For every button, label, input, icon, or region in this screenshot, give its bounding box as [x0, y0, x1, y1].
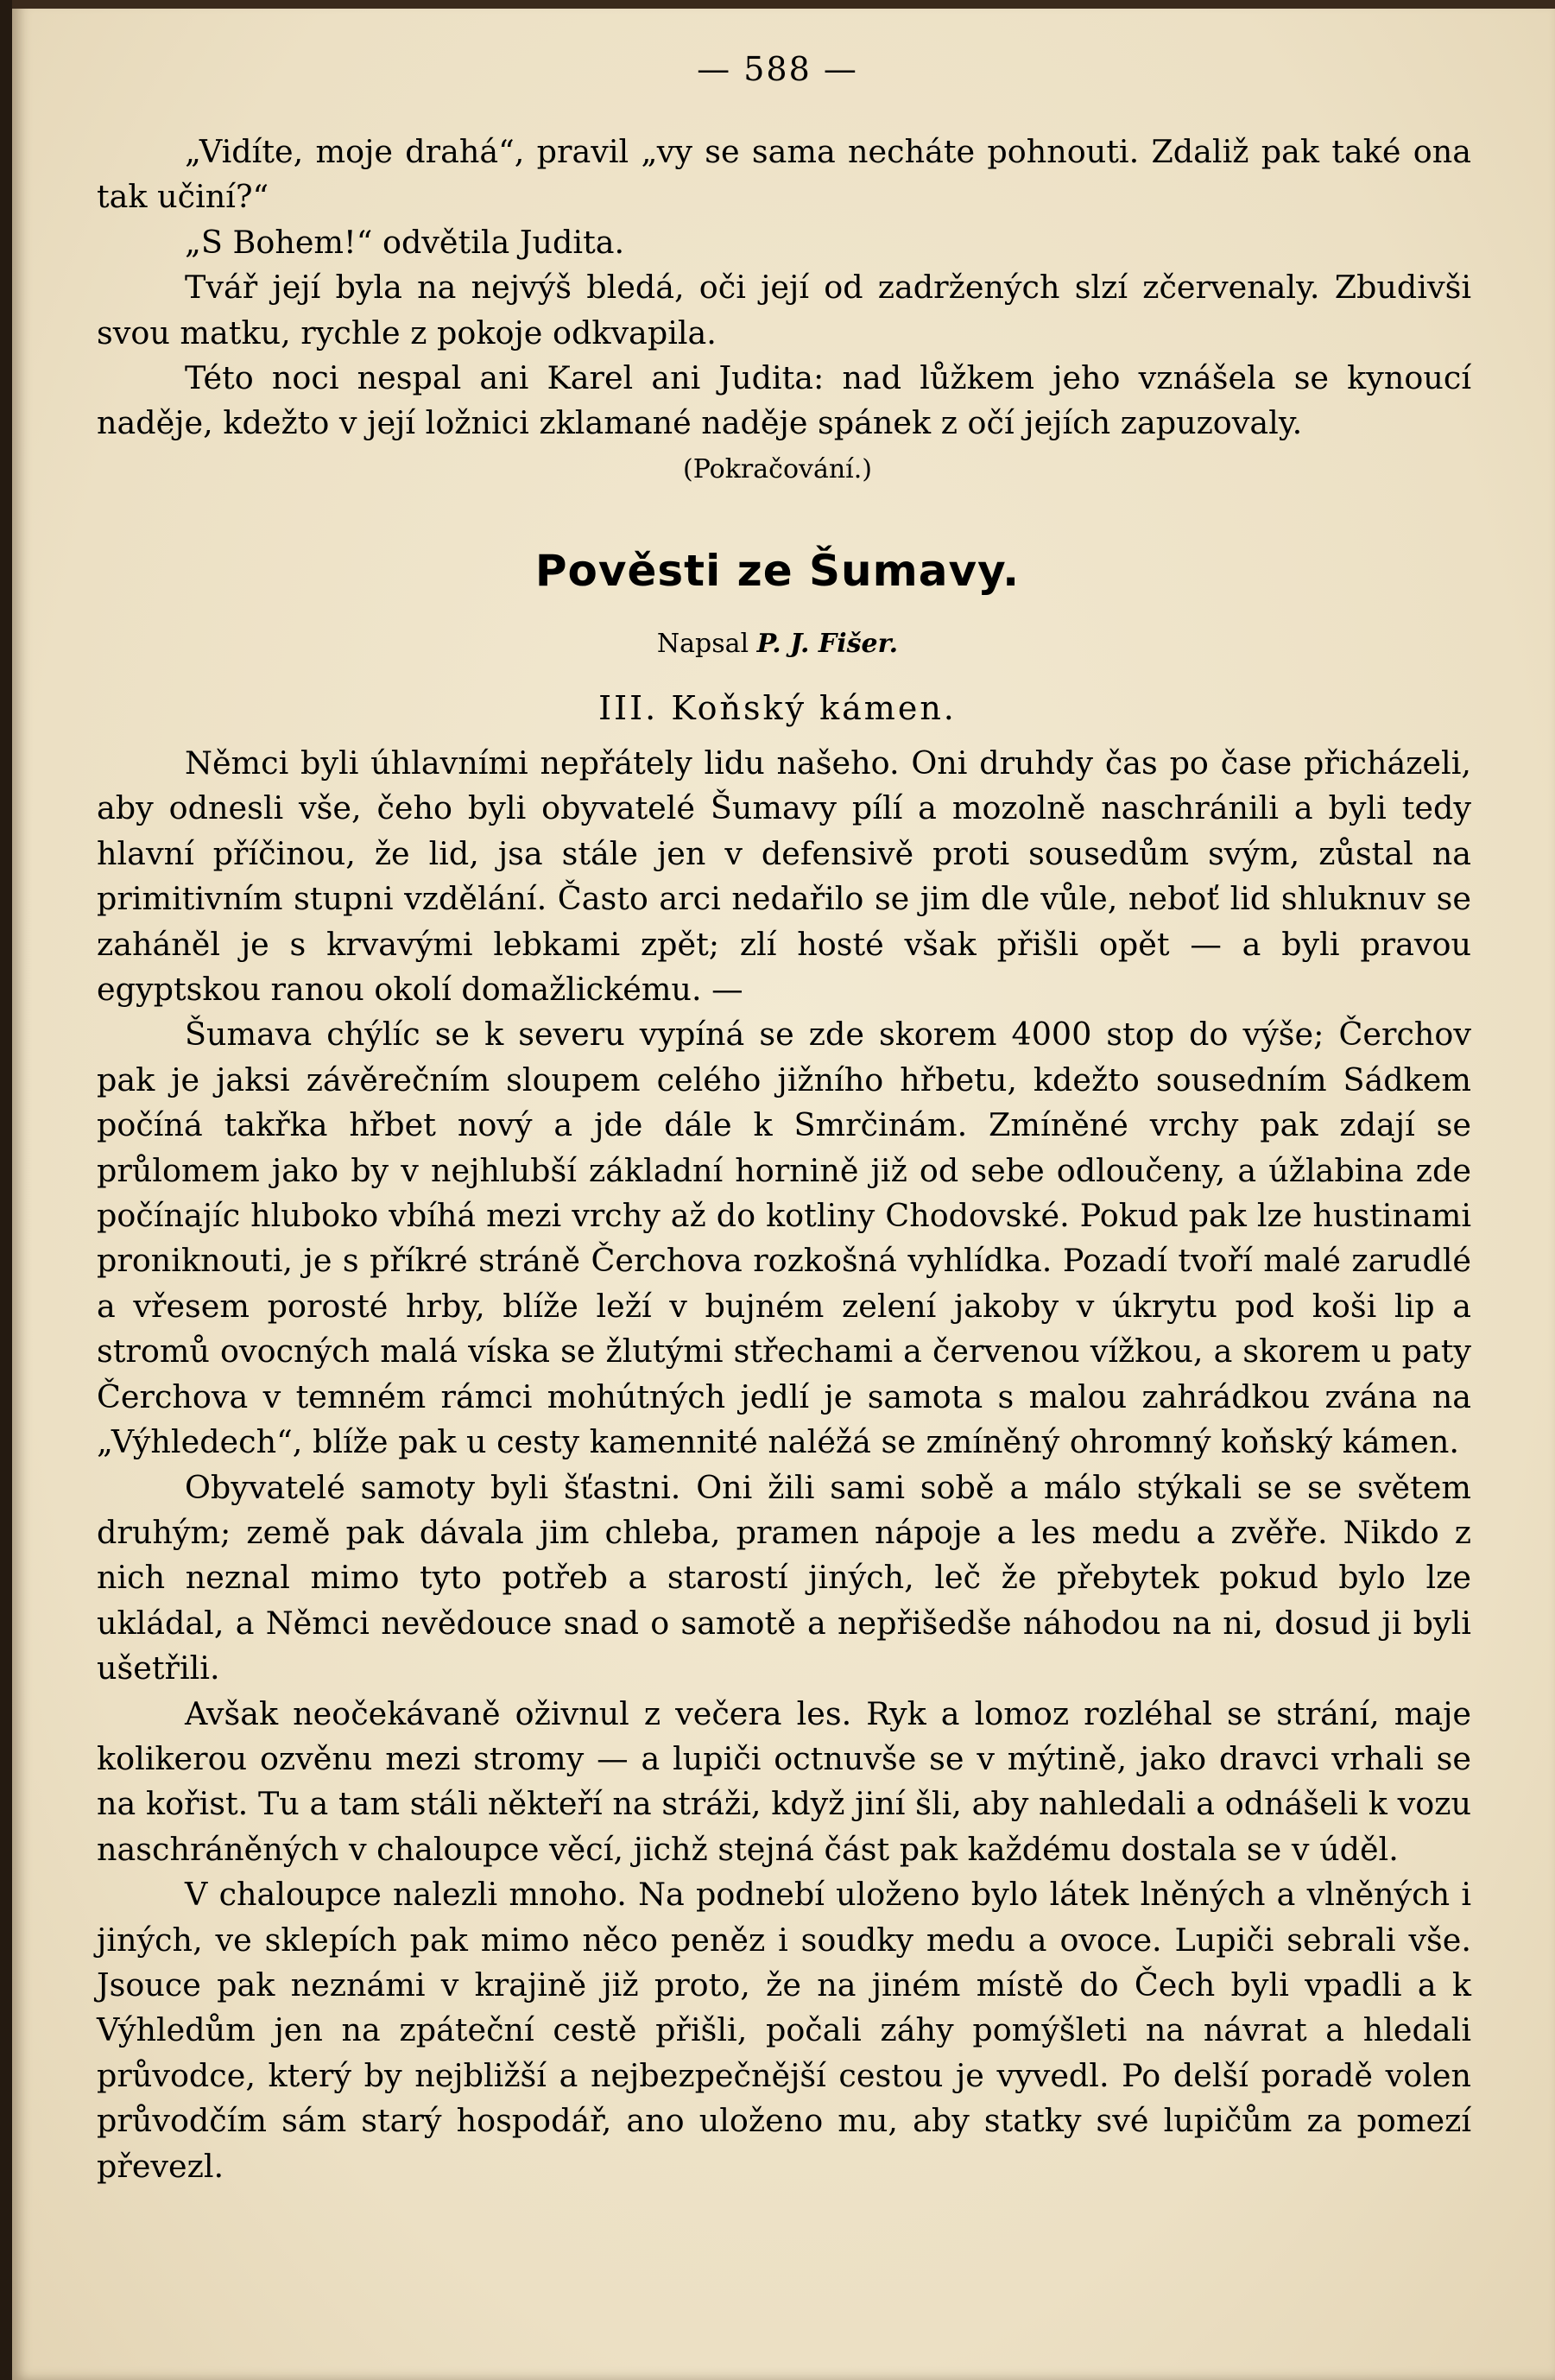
- chapter-heading: III. Koňský kámen.: [598, 689, 957, 727]
- paragraph: Avšak neočekávaně oživnul z večera les. Ryk a lomoz rozléhal se strání, maje kolikerou ozvěnu mezi stromy — a lupiči octnuvše se v mýtině, jako dravci vrhali se na kořist. Tu a tam stáli někteří na stráži, když jiní šli, aby nahledali a odnášeli k vozu naschráněných v chaloupce věcí, jichž stejná část pak každému dostala se v úděl.: [97, 1694, 1471, 1868]
- paragraph: Šumava chýlíc se k severu vypíná se zde skorem 4000 stop do výše; Čerchov pak je jaksi závěrečním sloupem celého jižního hřbetu, kdežto sousedním Sádkem počíná takřka hřbet nový a jde dále k Smrčinám. Zmíněné vrchy pak zdají se průlomem jako by v nejhlubší základní hornině již od sebe odloučeny, a úžlabina zde počínajíc hluboko vbíhá mezi vrchy až do kotliny Chodovské. Pokud pak lze hustinami proniknouti, je s příkré stráně Čerchova rozkošná vyhlídka. Pozadí tvoří malé zarudlé a vřesem porosté hrby, blíže leží v bujném zelení jakoby v úkrytu pod koši lip a stromů ovocných malá víska se žlutými střechami a červenou vížkou, a skorem u paty Čerchova v temném rámci mohútných jedlí je samota s malou zahrádkou zvána na „Výhledech“, blíže pak u cesty kamennité naléžá se zmíněný ohromný koňský kámen.: [97, 1016, 1471, 1461]
- paragraph: Tvář její byla na nejvýš bledá, oči její od zadržených slzí zčervenaly. Zbudivši svou matku, rychle z pokoje odkvapila.: [97, 269, 1471, 351]
- author-prefix: Napsal: [656, 629, 749, 659]
- continuation-note: (Pokračování.): [683, 454, 872, 484]
- paragraph: Této noci nespal ani Karel ani Judita: nad lůžkem jeho vznášela se kynoucí naděje, kdežto v její ložnici zklamané naděje spánek z očí jejích zapuzovaly.: [97, 359, 1471, 442]
- paragraph: „S Bohem!“ odvětila Judita.: [185, 223, 625, 261]
- paragraph: Obyvatelé samoty byli šťastni. Oni žili sami sobě a málo stýkali se se světem druhým; země pak dávala jim chleba, pramen nápoje a les medu a zvěře. Nikdo z nich neznal mimo tyto potřeb a starostí jiných, leč že přebytek pokud bylo lze ukládal, a Němci nevědouce snad o samotě a nepřišedše náhodou na ni, dosud ji byli ušetřili.: [97, 1468, 1471, 1687]
- book-spine-shadow: [0, 0, 12, 2380]
- author-name: P. J. Fišer.: [756, 629, 899, 659]
- previous-story-text: [97, 130, 1471, 446]
- article-title: Pověsti ze Šumavy.: [534, 546, 1021, 596]
- paragraph: Němci byli úhlavními nepřátely lidu našeho. Oni druhdy čas po čase přicházeli, aby odnesli vše, čeho byli obyvatelé Šumavy pílí a mozolně naschránili a byli tedy hlavní příčinou, že lid, jsa stále jen v defensivě proti sousedům svým, zůstal na primitivním stupni vzdělání. Často arci nedařilo se jim dle vůle, neboť lid shluknuv se zaháněl je s krvavými lebkami zpět; zlí hosté však přišli opět — a byli pravou egyptskou ranou okolí domažlickému. —: [97, 744, 1471, 1009]
- page-top-edge: [12, 0, 1555, 9]
- paragraph: V chaloupce nalezli mnoho. Na podnebí uloženo bylo látek lněných a vlněných i jiných, ve sklepích pak mimo něco peněz i soudky medu a ovoce. Lupiči sebrali vše. Jsouce pak neznámi v krajině již proto, že na jiném místě do Čech byli vpadli a k Výhledům jen na zpáteční cestě přišli, počali záhy pomýšleti na návrat a hledali průvodce, který by nejbližší a nejbezpečnější cestou je vyvedl. Po delší poradě volen průvodčím sám starý hospodář, ano uloženo mu, aby statky své lupičům za pomezí převezl.: [97, 1876, 1471, 2185]
- page-number: — 588 —: [697, 50, 858, 88]
- paragraph: „Vidíte, moje drahá“, pravil „vy se sama necháte pohnouti. Zdaliž pak také ona tak učiní?“: [97, 133, 1471, 216]
- author-line: [0, 629, 1555, 659]
- article-body: [97, 741, 1471, 2189]
